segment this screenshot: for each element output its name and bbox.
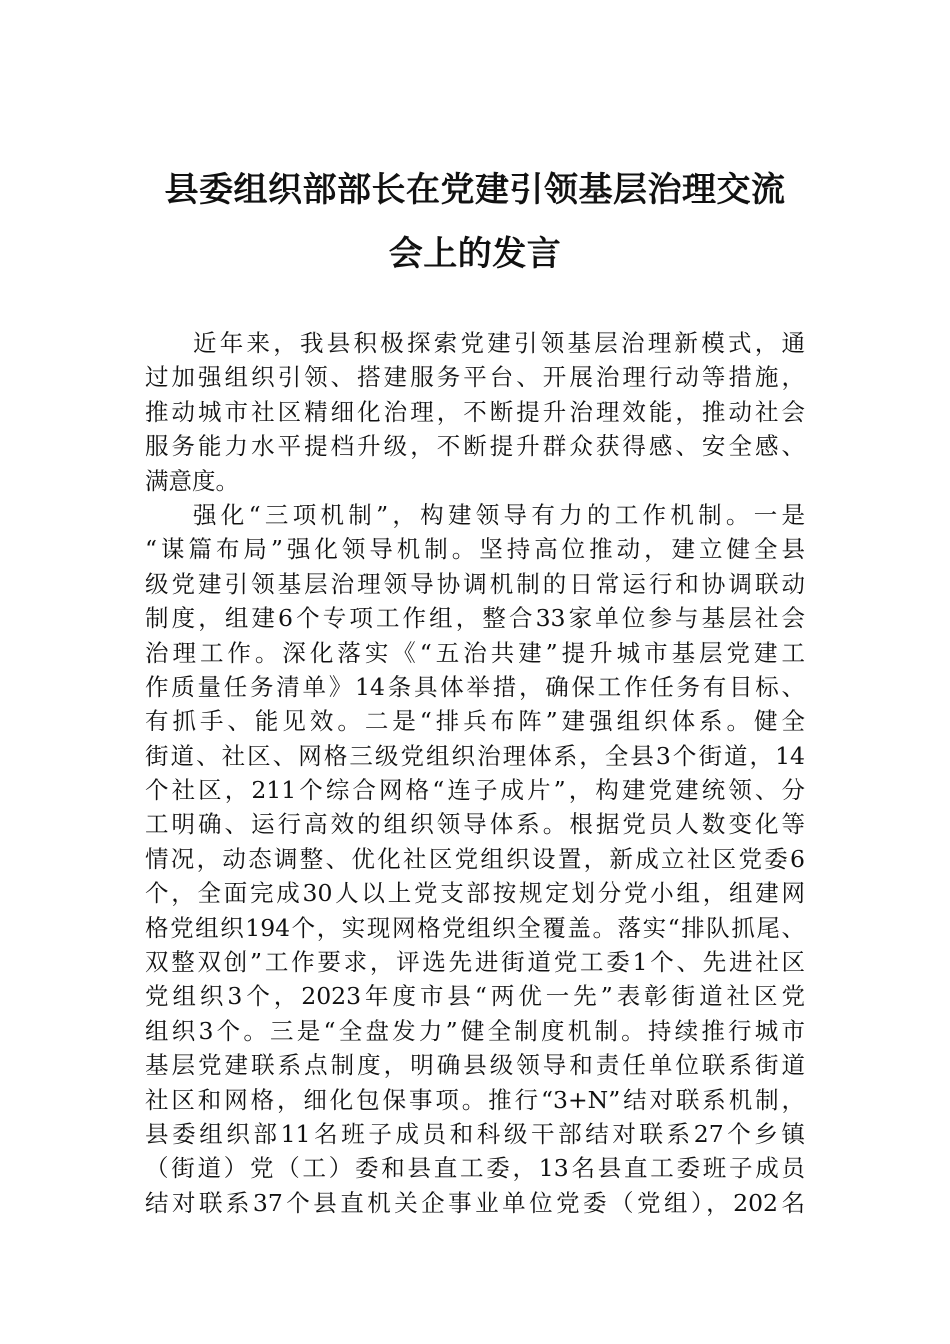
- text-line: 强化“三项机制”，构建领导有力的工作机制。一是: [193, 500, 805, 529]
- text-line: 工明确、运行高效的组织领导体系。根据党员人数变化等: [145, 810, 805, 839]
- title-line-2: 会上的发言: [388, 234, 562, 274]
- text-line: “谋篇布局”强化领导机制。坚持高位推动，建立健全县: [145, 535, 805, 564]
- text-line: 县委组织部11名班子成员和科级干部结对联系27个乡镇: [145, 1119, 805, 1148]
- text-line: 过加强组织引领、搭建服务平台、开展治理行动等措施，: [145, 363, 805, 392]
- text-line: （街道）党（工）委和县直工委，13名县直工委班子成员: [145, 1154, 805, 1183]
- title-line-1: 县委组织部部长在党建引领基层治理交流: [164, 170, 786, 210]
- text-line: 作质量任务清单》14条具体举措，确保工作任务有目标、: [145, 672, 805, 701]
- text-line: 个社区，211个综合网格“连子成片”，构建党建统领、分: [145, 776, 805, 805]
- text-line: 基层党建联系点制度，明确县级领导和责任单位联系街道: [145, 1051, 805, 1080]
- text-line: 社区和网格，细化包保事项。推行“3+N”结对联系机制，: [145, 1085, 805, 1114]
- text-line: 有抓手、能见效。二是“排兵布阵”建强组织体系。健全: [145, 707, 805, 736]
- text-line: 党组织3个，2023年度市县“两优一先”表彰街道社区党: [145, 982, 805, 1011]
- text-line: 情况，动态调整、优化社区党组织设置，新成立社区党委6: [145, 844, 805, 873]
- paragraph-intro: [145, 326, 805, 498]
- text-line: 治理工作。深化落实《“五治共建”提升城市基层党建工: [145, 638, 805, 667]
- text-line: 制度，组建6个专项工作组，整合33家单位参与基层社会: [145, 604, 805, 633]
- text-line: 级党建引领基层治理领导协调机制的日常运行和协调联动: [145, 569, 805, 598]
- document-title: [145, 158, 805, 286]
- text-line: 个，全面完成30人以上党支部按规定划分党小组，组建网: [145, 879, 805, 908]
- text-line: 推动城市社区精细化治理，不断提升治理效能，推动社会: [145, 397, 805, 426]
- text-line: 服务能力水平提档升级，不断提升群众获得感、安全感、: [145, 432, 805, 461]
- text-line: 双整双创”工作要求，评选先进街道党工委1个、先进社区: [145, 948, 805, 977]
- text-line: 结对联系37个县直机关企事业单位党委（党组），202名: [145, 1188, 805, 1217]
- text-line: 组织3个。三是“全盘发力”健全制度机制。持续推行城市: [145, 1016, 805, 1045]
- document-body: [145, 326, 805, 1220]
- text-line: 格党组织194个，实现网格党组织全覆盖。落实“排队抓尾、: [145, 913, 805, 942]
- text-line: 街道、社区、网格三级党组织治理体系，全县3个街道，14: [145, 741, 805, 770]
- text-line: 满意度。: [145, 466, 239, 495]
- text-line: 近年来，我县积极探索党建引领基层治理新模式，通: [193, 329, 805, 357]
- paragraph-mechanisms: [145, 498, 805, 1220]
